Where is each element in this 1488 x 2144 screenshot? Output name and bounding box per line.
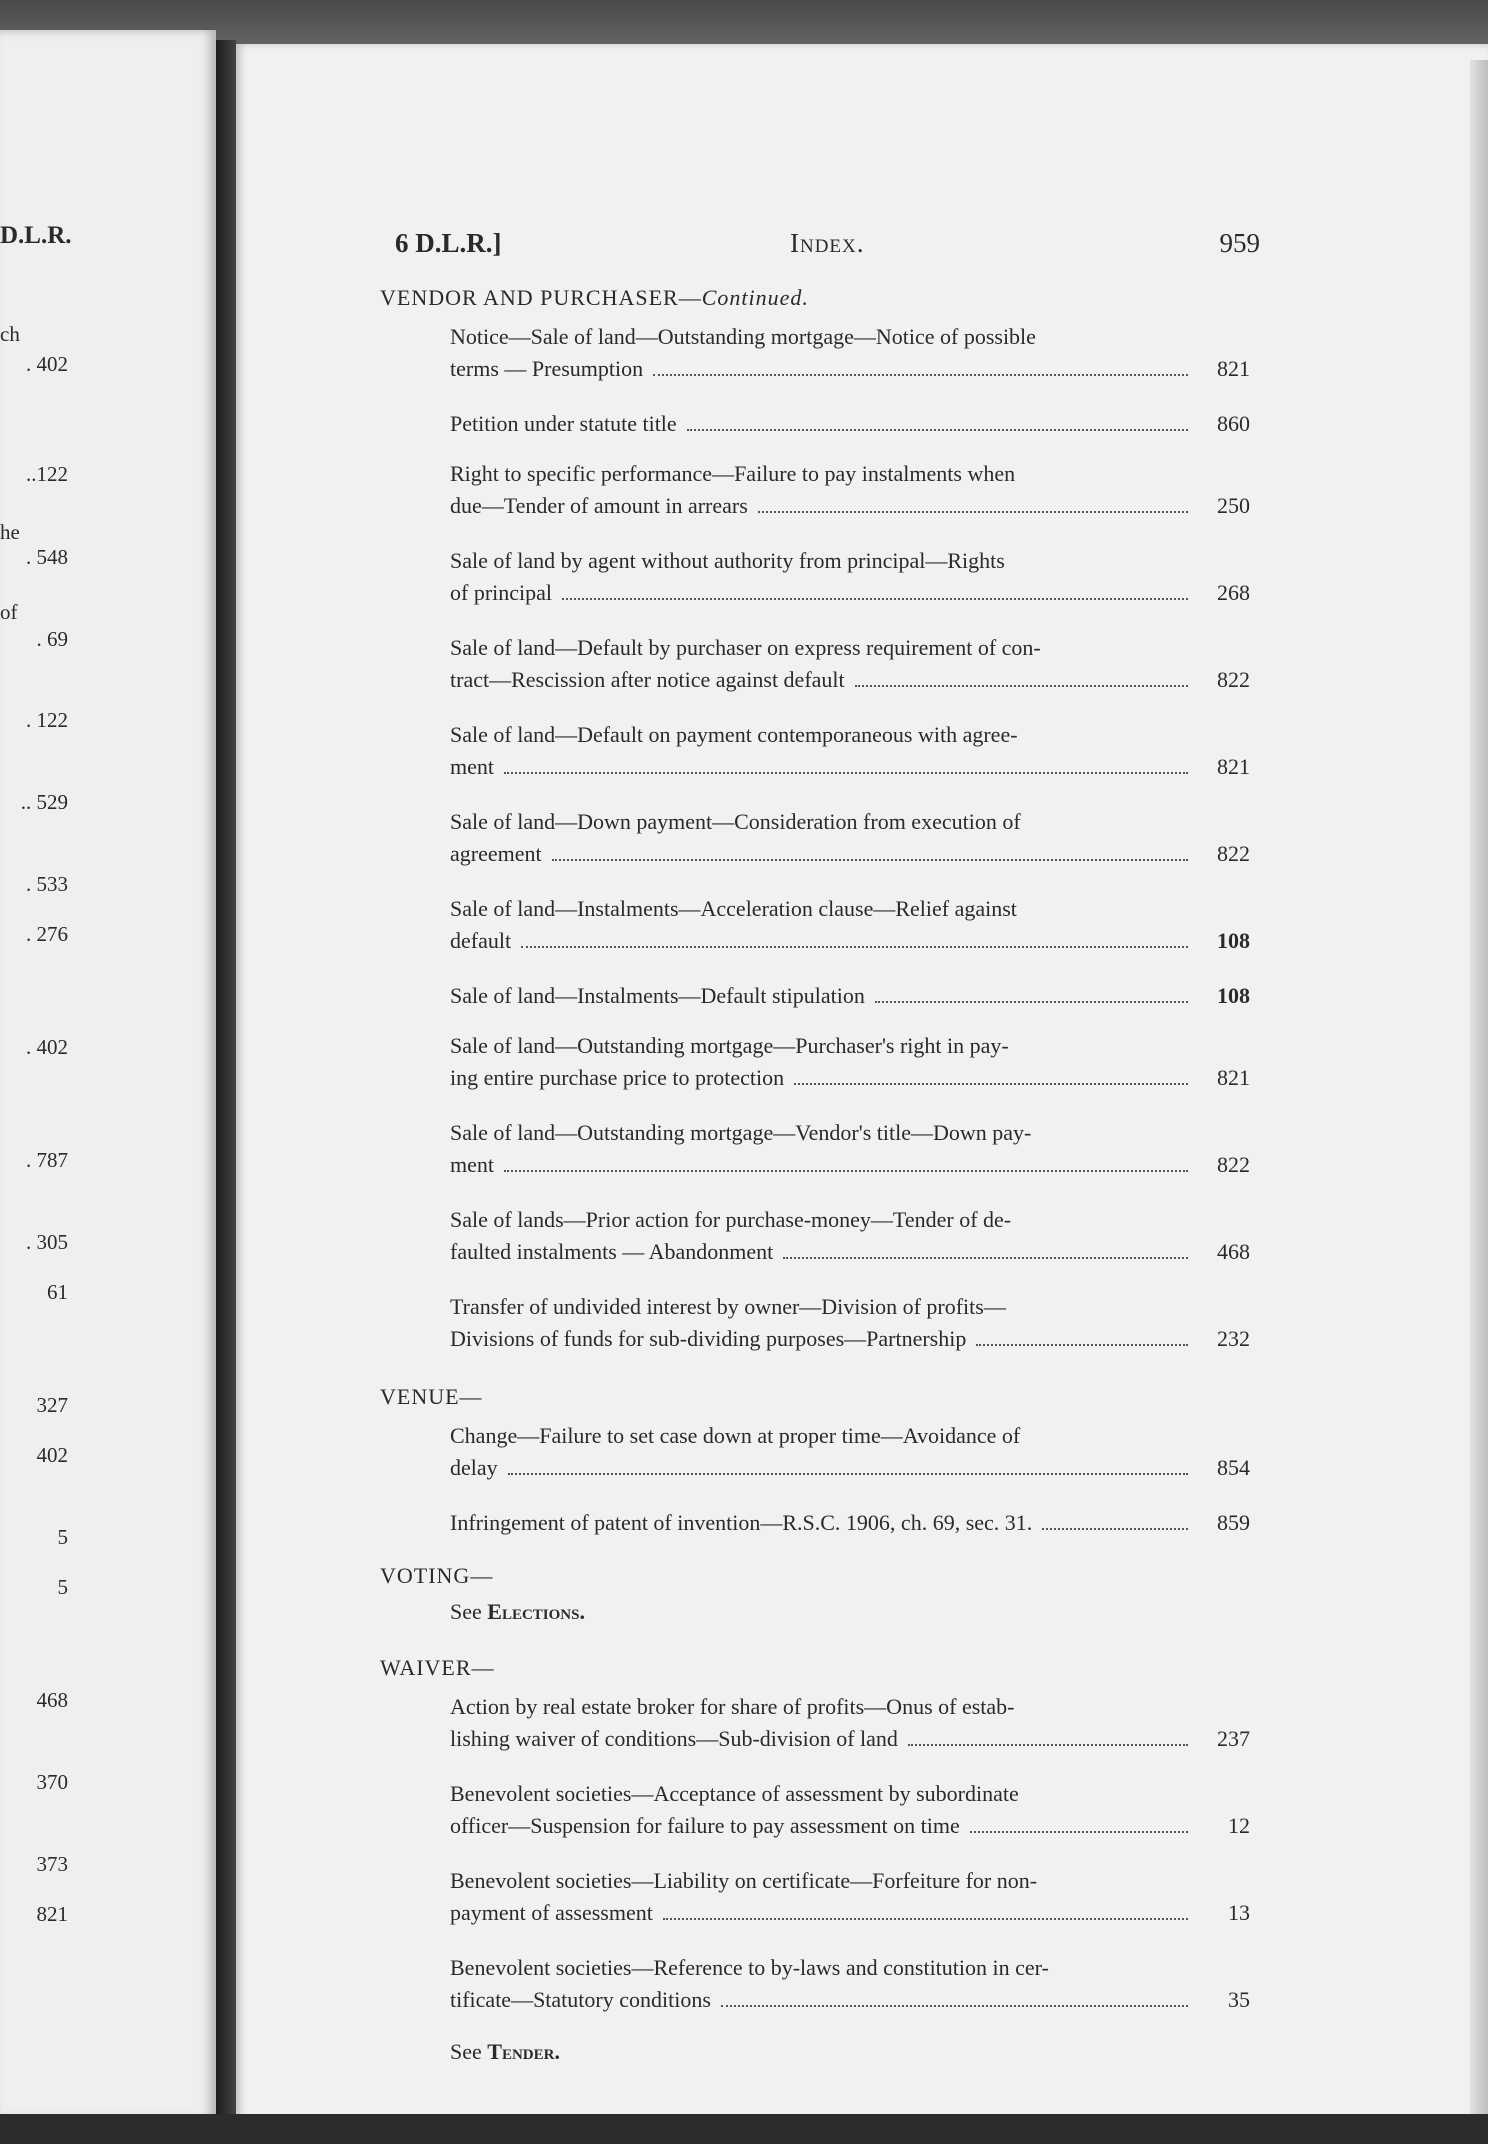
index-entry bbox=[450, 321, 1250, 385]
page-number: 959 bbox=[1219, 228, 1260, 258]
left-page-number: 468 bbox=[36, 1688, 68, 1712]
section-heading-text: VENUE— bbox=[380, 1384, 483, 1409]
index-entry bbox=[450, 1778, 1250, 1842]
entry-text: Transfer of undivided interest by owner—Division of profits— bbox=[450, 1294, 1006, 1319]
left-page-number: 327 bbox=[36, 1393, 68, 1417]
see-prefix: See bbox=[450, 1599, 488, 1624]
entry-text: faulted instalments — Abandonment bbox=[450, 1239, 774, 1264]
index-entry bbox=[450, 545, 1250, 609]
dot-leader bbox=[758, 511, 1188, 513]
section-heading-text: VOTING— bbox=[380, 1563, 494, 1588]
entry-text: Sale of lands—Prior action for purchase-money—Tender of de- bbox=[450, 1207, 1012, 1232]
see-target: Tender. bbox=[487, 2039, 560, 2064]
entry-text: Sale of land—Outstanding mortgage—Purchaser's right in pay- bbox=[450, 1033, 1009, 1058]
left-page-text-fragment: ch bbox=[0, 322, 20, 346]
see-target: Elections. bbox=[487, 1599, 585, 1624]
index-entry bbox=[450, 1420, 1250, 1484]
entry-text: due—Tender of amount in arrears bbox=[450, 493, 748, 518]
entry-text: Right to specific performance—Failure to pay instalments when bbox=[450, 461, 1016, 486]
dot-leader bbox=[508, 1473, 1188, 1475]
index-entry bbox=[450, 719, 1250, 783]
entry-text: ment bbox=[450, 754, 494, 779]
book-gutter bbox=[216, 40, 236, 2120]
entry-page-number: 250 bbox=[1217, 493, 1250, 518]
dot-leader bbox=[521, 946, 1188, 948]
index-entry bbox=[450, 1291, 1250, 1355]
left-page-text-fragment: of bbox=[0, 600, 18, 624]
entry-page-number: 232 bbox=[1217, 1326, 1250, 1351]
dot-leader bbox=[552, 859, 1188, 861]
entry-text: agreement bbox=[450, 841, 542, 866]
see-reference bbox=[450, 1599, 585, 1625]
dot-leader bbox=[504, 1170, 1188, 1172]
left-page-number: 821 bbox=[36, 1902, 68, 1926]
entry-text: ment bbox=[450, 1152, 494, 1177]
entry-text: Change—Failure to set case down at proper time—Avoidance of bbox=[450, 1423, 1021, 1448]
entry-page-number: 237 bbox=[1217, 1726, 1250, 1751]
section-heading-text: WAIVER— bbox=[380, 1655, 495, 1680]
section-heading-text: VENDOR AND PURCHASER— bbox=[380, 285, 702, 310]
left-page-number: . 402 bbox=[26, 1035, 68, 1059]
entry-page-number: 822 bbox=[1217, 667, 1250, 692]
left-page-number: 5 bbox=[57, 1525, 68, 1549]
left-page-number: ..122 bbox=[26, 462, 68, 486]
left-page-number: . 533 bbox=[26, 872, 68, 896]
section-heading bbox=[380, 1384, 483, 1410]
entry-text: Sale of land—Default on payment contemporaneous with agree- bbox=[450, 722, 1018, 747]
left-page-number: 5 bbox=[57, 1575, 68, 1599]
entry-text: lishing waiver of conditions—Sub-division of land bbox=[450, 1726, 898, 1751]
dot-leader bbox=[687, 429, 1188, 431]
index-entry bbox=[450, 1507, 1250, 1539]
see-reference bbox=[450, 2039, 560, 2065]
left-page-number: . 305 bbox=[26, 1230, 68, 1254]
index-entry bbox=[450, 408, 1250, 440]
see-prefix: See bbox=[450, 2039, 488, 2064]
entry-page-number: 821 bbox=[1217, 754, 1250, 779]
entry-text: Benevolent societies—Acceptance of assessment by subordinate bbox=[450, 1781, 1019, 1806]
index-entry bbox=[450, 1691, 1250, 1755]
entry-text: payment of assessment bbox=[450, 1900, 653, 1925]
dot-leader bbox=[976, 1344, 1188, 1346]
index-entry bbox=[450, 458, 1250, 522]
entry-text: Action by real estate broker for share of profits—Onus of estab- bbox=[450, 1694, 1015, 1719]
dot-leader bbox=[783, 1257, 1188, 1259]
left-page-number: . 548 bbox=[26, 545, 68, 569]
index-entry bbox=[450, 1117, 1250, 1181]
index-entry bbox=[450, 1204, 1250, 1268]
index-entry bbox=[450, 1865, 1250, 1929]
entry-text: ing entire purchase price to protection bbox=[450, 1065, 785, 1090]
entry-text: Benevolent societies—Liability on certificate—Forfeiture for non- bbox=[450, 1868, 1038, 1893]
dot-leader bbox=[855, 685, 1188, 687]
index-entry bbox=[450, 632, 1250, 696]
left-page-number: 402 bbox=[36, 1443, 68, 1467]
section-heading bbox=[380, 285, 809, 311]
left-page bbox=[0, 30, 216, 2120]
dot-leader bbox=[1042, 1528, 1188, 1530]
entry-text: Petition under statute title bbox=[450, 411, 677, 436]
entry-text: tificate—Statutory conditions bbox=[450, 1987, 711, 2012]
left-page-number: . 276 bbox=[26, 922, 68, 946]
index-entry bbox=[450, 980, 1250, 1012]
entry-text: terms — Presumption bbox=[450, 356, 644, 381]
entry-text: tract—Rescission after notice against default bbox=[450, 667, 845, 692]
dot-leader bbox=[504, 772, 1188, 774]
dot-leader bbox=[875, 1001, 1188, 1003]
continued-label: Continued. bbox=[701, 285, 809, 310]
section-heading bbox=[380, 1563, 493, 1589]
entry-text: delay bbox=[450, 1455, 498, 1480]
dot-leader bbox=[794, 1083, 1188, 1085]
entry-text: Infringement of patent of invention—R.S.C. 1906, ch. 69, sec. 31. bbox=[450, 1510, 1033, 1535]
entry-text: Sale of land—Instalments—Default stipulation bbox=[450, 983, 865, 1008]
entry-page-number: 35 bbox=[1228, 1987, 1250, 2012]
left-page-number: 61 bbox=[47, 1280, 68, 1304]
entry-text: Sale of land by agent without authority from principal—Rights bbox=[450, 548, 1005, 573]
entry-text: Benevolent societies—Reference to by-laws and constitution in cer- bbox=[450, 1955, 1049, 1980]
entry-page-number: 12 bbox=[1228, 1813, 1250, 1838]
entry-text: of principal bbox=[450, 580, 553, 605]
entry-page-number: 468 bbox=[1217, 1239, 1250, 1264]
page-title: Index. bbox=[790, 228, 865, 258]
index-entry bbox=[450, 1952, 1250, 2016]
left-page-number: . 787 bbox=[26, 1148, 68, 1172]
dot-leader bbox=[562, 598, 1188, 600]
dot-leader bbox=[721, 2005, 1188, 2007]
page-header bbox=[395, 228, 1260, 268]
entry-page-number: 108 bbox=[1217, 983, 1250, 1008]
entry-text: Sale of land—Down payment—Consideration from execution of bbox=[450, 809, 1021, 834]
index-entry bbox=[450, 1030, 1250, 1094]
volume-label: 6 D.L.R.] bbox=[395, 228, 502, 258]
left-page-number: 370 bbox=[36, 1770, 68, 1794]
index-entry bbox=[450, 893, 1250, 957]
entry-page-number: 268 bbox=[1217, 580, 1250, 605]
index-entry bbox=[450, 806, 1250, 870]
entry-page-number: 108 bbox=[1217, 928, 1250, 953]
scan-border-bottom bbox=[0, 2114, 1488, 2144]
entry-page-number: 821 bbox=[1217, 1065, 1250, 1090]
entry-text: Sale of land—Default by purchaser on express requirement of con- bbox=[450, 635, 1041, 660]
dot-leader bbox=[663, 1918, 1188, 1920]
entry-text: Notice—Sale of land—Outstanding mortgage—Notice of possible bbox=[450, 324, 1036, 349]
left-page-number: . 402 bbox=[26, 352, 68, 376]
entry-page-number: 821 bbox=[1217, 356, 1250, 381]
page-edge bbox=[1470, 60, 1488, 2120]
entry-page-number: 859 bbox=[1217, 1510, 1250, 1535]
entry-text: Divisions of funds for sub-dividing purposes—Partnership bbox=[450, 1326, 967, 1351]
dot-leader bbox=[653, 374, 1188, 376]
entry-text: Sale of land—Instalments—Acceleration clause—Relief against bbox=[450, 896, 1017, 921]
entry-text: default bbox=[450, 928, 512, 953]
left-page-text-fragment: he bbox=[0, 520, 20, 544]
left-page-number: .. 529 bbox=[20, 790, 68, 814]
entry-text: officer—Suspension for failure to pay assessment on time bbox=[450, 1813, 960, 1838]
left-page-number: . 122 bbox=[26, 708, 68, 732]
dot-leader bbox=[908, 1744, 1188, 1746]
entry-text: Sale of land—Outstanding mortgage—Vendor's title—Down pay- bbox=[450, 1120, 1032, 1145]
entry-page-number: 860 bbox=[1217, 411, 1250, 436]
section-heading bbox=[380, 1655, 495, 1681]
left-page-header: D.L.R. bbox=[0, 222, 72, 249]
entry-page-number: 854 bbox=[1217, 1455, 1250, 1480]
left-page-number: . 69 bbox=[36, 627, 68, 651]
left-page-number: 373 bbox=[36, 1852, 68, 1876]
entry-page-number: 822 bbox=[1217, 1152, 1250, 1177]
entry-page-number: 822 bbox=[1217, 841, 1250, 866]
entry-page-number: 13 bbox=[1228, 1900, 1250, 1925]
dot-leader bbox=[970, 1831, 1188, 1833]
